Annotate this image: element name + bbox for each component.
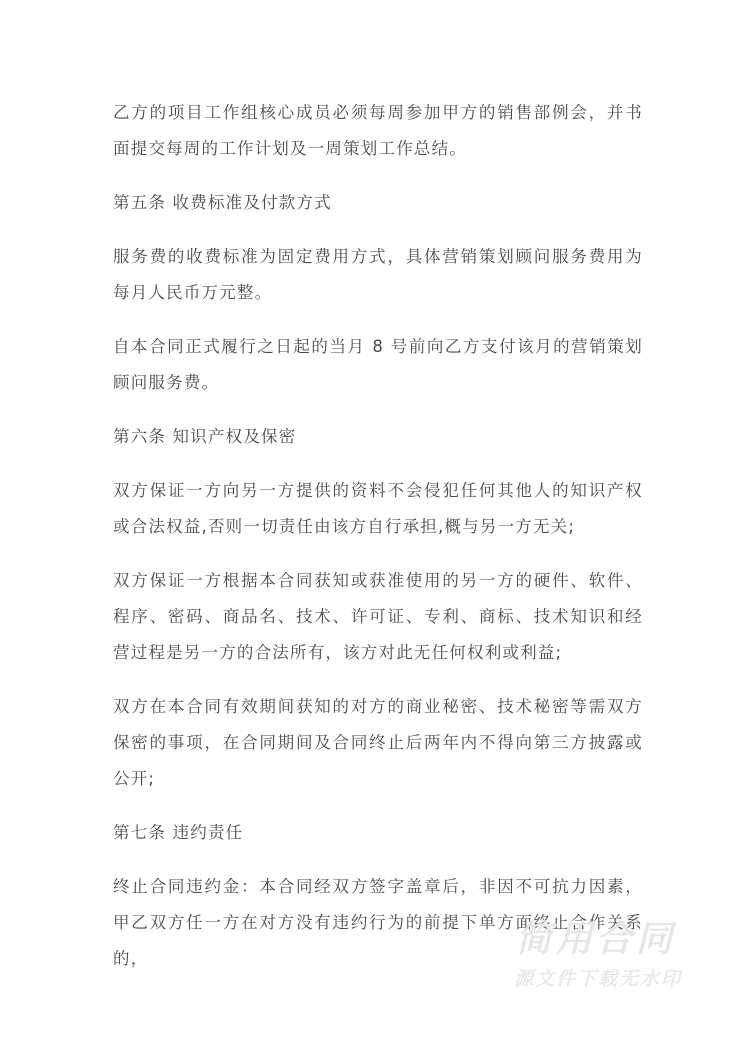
paragraph-payment-schedule: 自本合同正式履行之日起的当月 8 号前向乙方支付该月的营销策划顾问服务费。 xyxy=(113,337,643,392)
paragraph-confidentiality: 双方在本合同有效期间获知的对方的商业秘密、技术秘密等需双方保密的事项，在合同期间及合同终止后两年内不得向第三方披露或公开; xyxy=(113,697,643,788)
paragraph-fee-standard: 服务费的收费标准为固定费用方式，具体营销策划顾问服务费用为每月人民币万元整。 xyxy=(113,247,643,302)
section-heading-article-7: 第七条 违约责任 xyxy=(113,823,244,842)
paragraph-ip-ownership: 双方保证一方根据本合同获知或获准使用的另一方的硬件、软件、程序、密码、商品名、技术、许可证、专利、商标、技术知识和经营过程是另一方的合法所有，该方对此无任何权利或利益; xyxy=(113,571,643,662)
paragraph-project-team-meeting: 乙方的项目工作组核心成员必须每周参加甲方的销售部例会，并书面提交每周的工作计划及一周策划工作总结。 xyxy=(113,103,643,158)
section-heading-article-6: 第六条 知识产权及保密 xyxy=(113,427,297,446)
document-page xyxy=(113,95,643,995)
watermark-tagline: 源文件下载无水印 xyxy=(514,968,683,990)
paragraph-termination-penalty: 终止合同违约金：本合同经双方签字盖章后，非因不可抗力因素，甲乙双方任一方在对方没有违约行为的前提下单方面终止合作关系的， xyxy=(113,877,643,968)
section-heading-article-5: 第五条 收费标准及付款方式 xyxy=(113,193,332,212)
watermark-brand: 简用合同 xyxy=(516,919,677,960)
paragraph-ip-warranty: 双方保证一方向另一方提供的资料不会侵犯任何其他人的知识产权或合法权益,否则一切责任由该方自行承担,概与另一方无关; xyxy=(113,481,643,536)
